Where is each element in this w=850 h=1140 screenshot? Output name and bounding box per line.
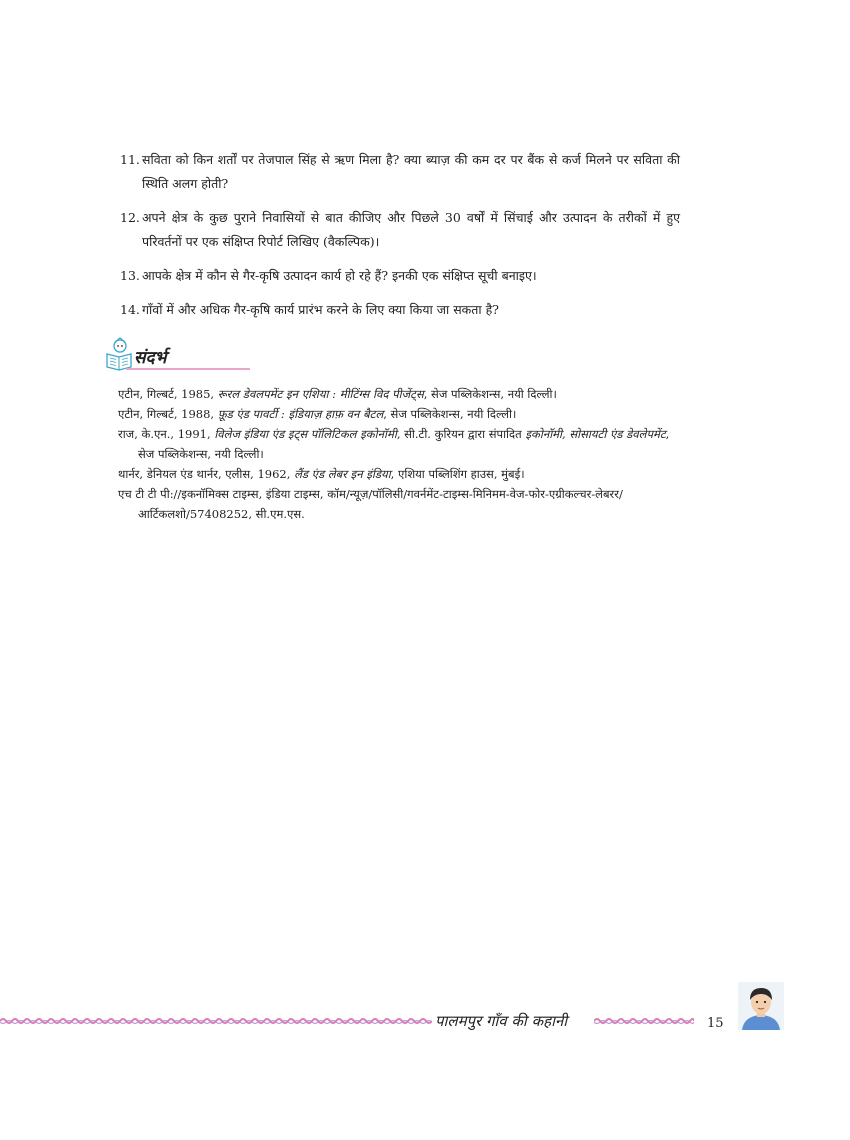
footer-decorative-wave <box>594 1016 694 1026</box>
reference-item: थार्नर, डेनियल एंड थार्नर, एलीस, 1962, लैंड एंड लेबर इन इंडिया, एशिया पब्लिशिंग हाउस, मुंबई। <box>118 467 525 481</box>
question-11: 11. सविता को किन शर्तों पर तेजपाल सिंह से ऋण मिला है? क्या ब्याज़ की कम दर पर बैंक से कर्ज मिलने पर सविता की स्थिति अलग होती? <box>120 152 680 191</box>
reference-item: राज, के.एन., 1991, विलेज इंडिया एंड इट्स पॉलिटिकल इकोनॉमी, सी.टी. कुरियन द्वारा संपादित इकोनॉमी, सोसायटी एंड डेवलेपमेंट, सेज पब्लिकेशन्स, नयी दिल्ली। <box>118 427 670 461</box>
question-13: 13. आपके क्षेत्र में कौन से गैर-कृषि उत्पादन कार्य हो रहे हैं? इनकी एक संक्षिप्त सूची बनाइए। <box>120 268 537 283</box>
questions-list <box>120 148 680 332</box>
reference-item: एटीन, गिल्बर्ट, 1985, रूरल डेवलपमेंट इन एशिया : मीटिंग्स विद पीजेंट्स, सेज पब्लिकेशन्स, नयी दिल्ली। <box>118 387 557 401</box>
boy-avatar-icon <box>738 982 784 1030</box>
question-12: 12. अपने क्षेत्र के कुछ पुराने निवासियों से बात कीजिए और पिछले 30 वर्षों में सिंचाई और उत्पादन के तरीकों में हुए परिवर्तनों पर एक संक्षिप्त रिपोर्ट लिखिए (वैकल्पिक)। <box>120 210 680 249</box>
references-list <box>118 384 678 524</box>
question-14: 14. गाँवों में और अधिक गैर-कृषि कार्य प्रारंभ करने के लिए क्या किया जा सकता है? <box>120 302 499 317</box>
heading-underline <box>126 368 250 370</box>
footer-chapter-title: पालमपुर गाँव की कहानी <box>435 1012 568 1030</box>
footer-decorative-wave <box>0 1016 432 1026</box>
references-heading: संदर्भ <box>134 348 167 368</box>
references-heading-block <box>104 337 254 377</box>
reading-child-icon <box>104 337 134 371</box>
reference-item: एटीन, गिल्बर्ट, 1988, फ़ूड एंड पावर्टी : इंडियाज़ हाफ़ वन बैटल, सेज पब्लिकेशन्स, नयी दिल्ली। <box>118 407 517 421</box>
page-number: 15 <box>707 1016 724 1031</box>
reference-item: एच टी टी पी://इकनॉमिक्स टाइम्स, इंडिया टाइम्स, कॉम/न्यूज़/पॉलिसी/गवर्नमेंट-टाइम्स-मिनिमम-वेज-फोर-एग्रीकल्चर-लेबरर/आर्टिकलशो/57408252, सी.एम.एस. <box>118 487 623 521</box>
